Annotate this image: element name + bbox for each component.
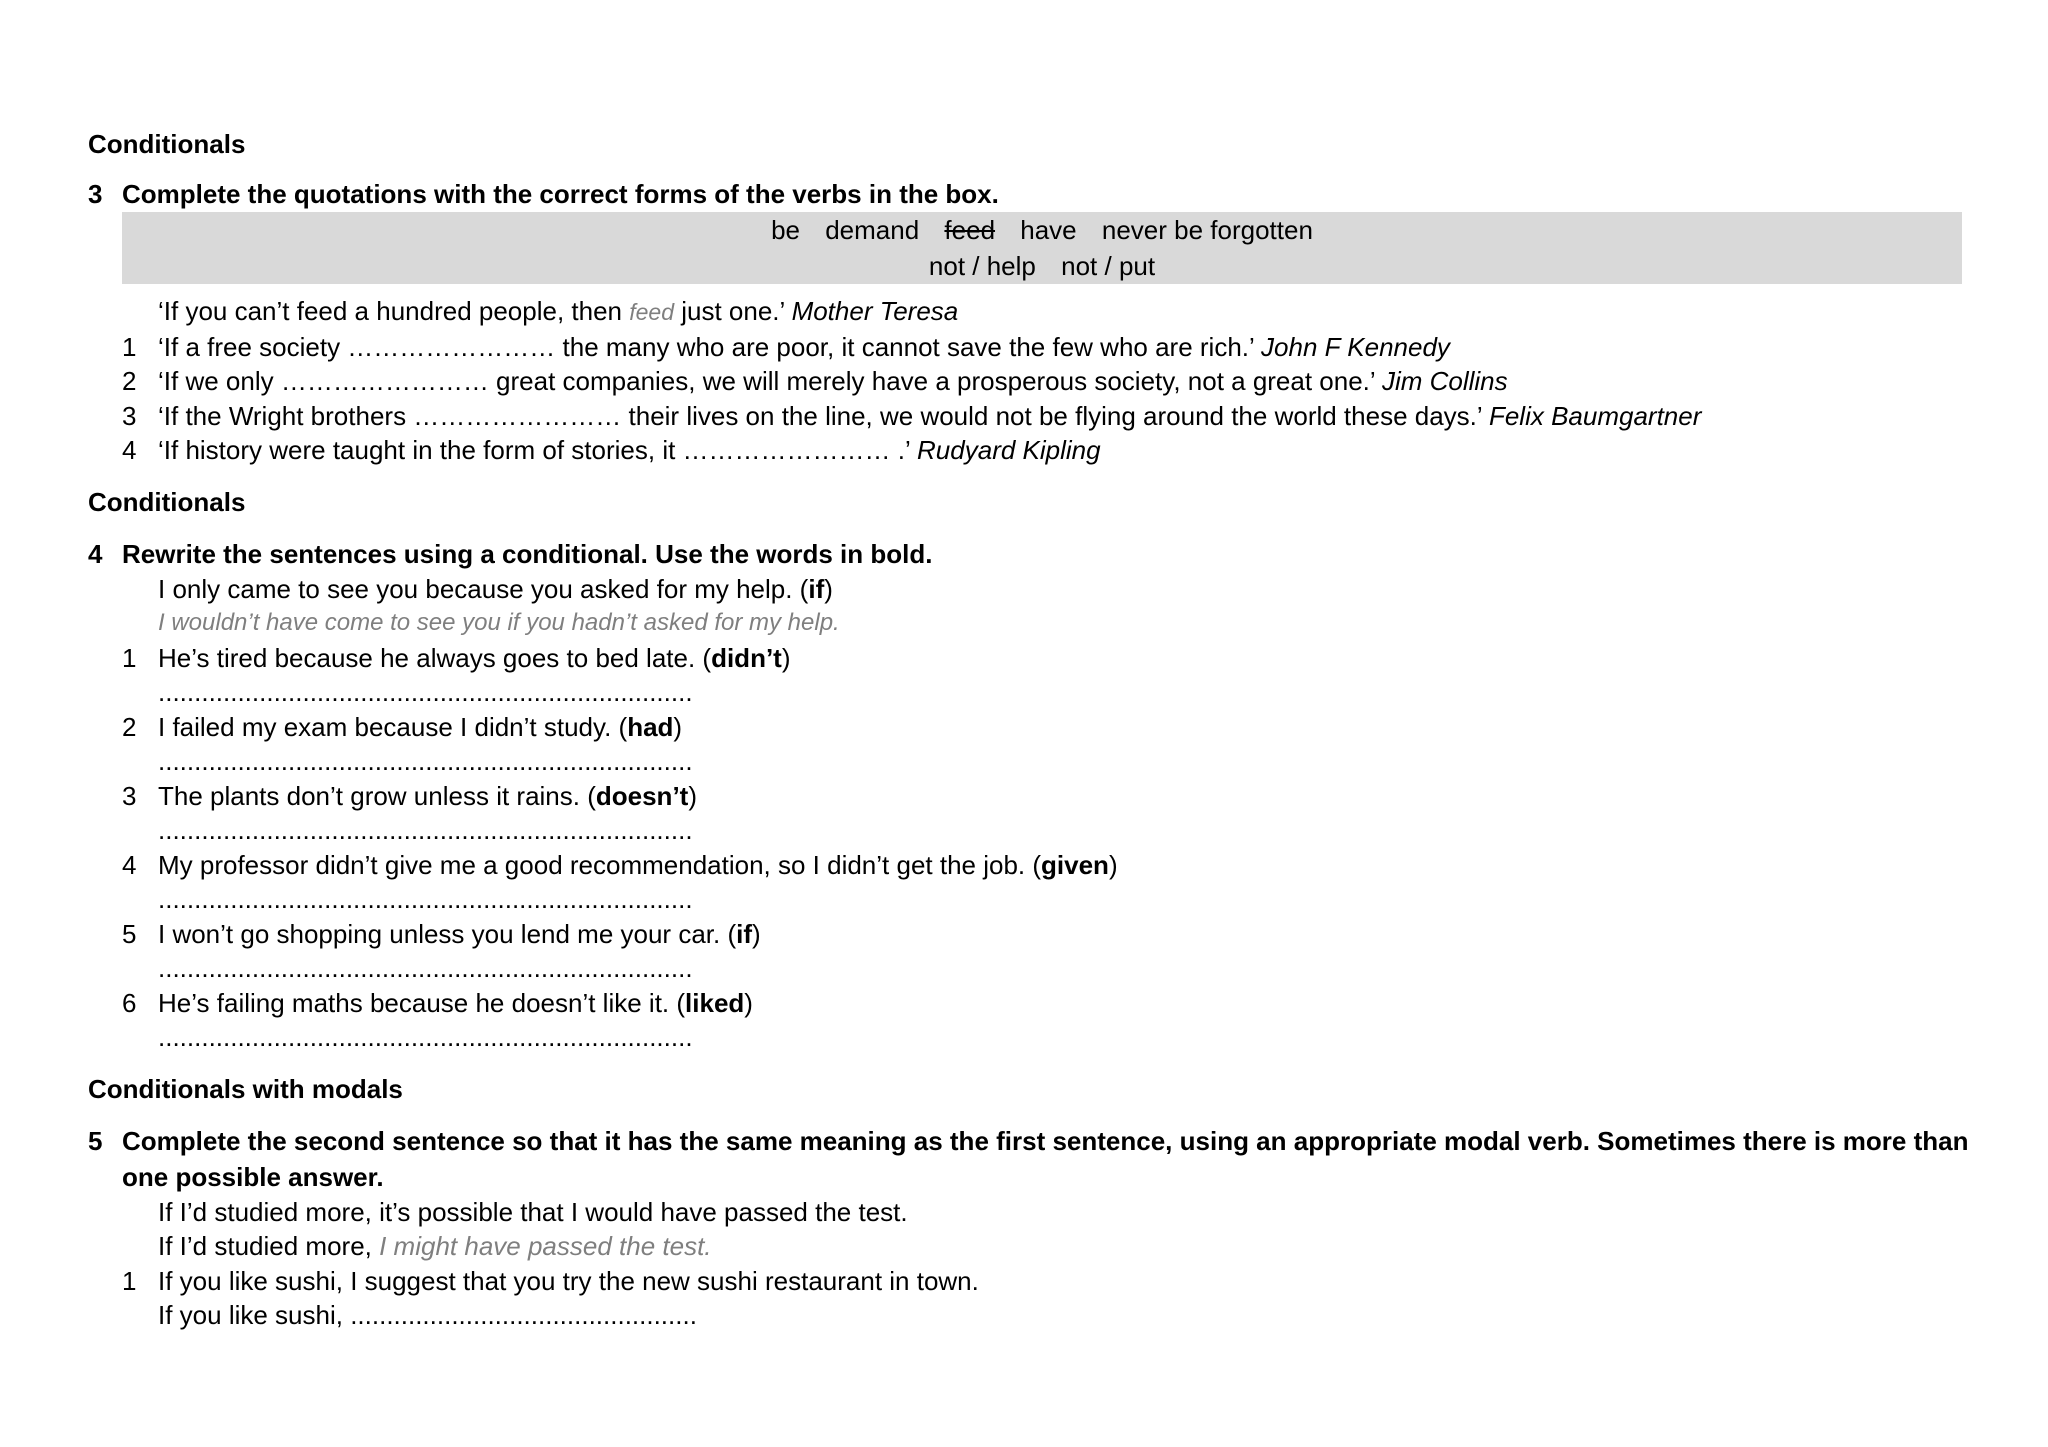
example-answer: I might have passed the test. bbox=[379, 1231, 712, 1261]
answer-line[interactable]: .......................................................................... bbox=[158, 746, 693, 776]
verb-not-put: not / put bbox=[1061, 251, 1156, 281]
example-answer: I wouldn’t have come to see you if you hadn’t asked for my help. bbox=[158, 609, 840, 636]
exercise-instruction: Complete the quotations with the correct forms of the verbs in the box. bbox=[122, 179, 999, 209]
example-answer-line: If I’d studied more, I might have passed the test. bbox=[158, 1231, 712, 1261]
answer-line[interactable]: .......................................................................... bbox=[158, 1022, 693, 1052]
answer-line[interactable]: If you like sushi, ................................................ bbox=[158, 1300, 697, 1330]
worksheet-page bbox=[88, 126, 1988, 1333]
exercise-instruction: Complete the second sentence so that it has the same meaning as the first sentence, using an appropriate modal verb. Sometimes there is more than one possible answer. bbox=[122, 1125, 1969, 1192]
exercise-3-title bbox=[88, 176, 1988, 212]
quote-item: 4 ‘If history were taught in the form of stories, it …………………… .’ Rudyard Kipling bbox=[122, 435, 1101, 465]
rewrite-item: 1 He’s tired because he always goes to bed late. (didn’t) bbox=[122, 642, 791, 673]
exercise-number: 4 bbox=[88, 538, 103, 569]
rewrite-item: 5 I won’t go shopping unless you lend me your car. (if) bbox=[122, 918, 761, 949]
answer-line[interactable]: .......................................................................... bbox=[158, 815, 693, 845]
verb-never-be-forgotten: never be forgotten bbox=[1101, 215, 1313, 245]
verb-have: have bbox=[1020, 215, 1077, 245]
exercise-number: 3 bbox=[88, 179, 103, 209]
verb-demand: demand bbox=[825, 215, 920, 245]
exercise-5-title bbox=[88, 1123, 1988, 1195]
rewrite-item: 3 The plants don’t grow unless it rains. (doesn’t) bbox=[122, 780, 697, 811]
answer-line[interactable]: .......................................................................... bbox=[158, 953, 693, 983]
exercise-instruction: Rewrite the sentences using a conditional. Use the words in bold. bbox=[122, 538, 933, 569]
example-sentence: I only came to see you because you asked for my help. (if) bbox=[158, 573, 833, 604]
verb-not-help: not / help bbox=[928, 251, 1036, 281]
quote-item: 1 ‘If a free society …………………… the many who are poor, it cannot save the few who are rich.’ John F Kennedy bbox=[122, 331, 1450, 362]
modal-item: 1 If you like sushi, I suggest that you try the new sushi restaurant in town. bbox=[122, 1265, 979, 1296]
exercise-number: 5 bbox=[88, 1125, 103, 1156]
quote-item: 3 ‘If the Wright brothers …………………… their lives on the line, we would not be flying around the world these days.’ Felix Baumgartner bbox=[122, 400, 1702, 431]
rewrite-item: 4 My professor didn’t give me a good recommendation, so I didn’t get the job. (given) bbox=[122, 849, 1118, 880]
quote-author: Mother Teresa bbox=[791, 296, 959, 326]
verb-box bbox=[122, 212, 1962, 284]
rewrite-item: 2 I failed my exam because I didn’t study. (had) bbox=[122, 711, 683, 742]
example-sentence: If I’d studied more, it’s possible that I would have passed the test. bbox=[158, 1196, 908, 1227]
rewrite-item: 6 He’s failing maths because he doesn’t like it. (liked) bbox=[122, 987, 753, 1018]
section-heading-conditionals-2: Conditionals bbox=[88, 486, 246, 517]
example-quote: ‘If you can’t feed a hundred people, then feed just one.’ Mother Teresa bbox=[158, 296, 959, 326]
quote-item: 2 ‘If we only …………………… great companies, we will merely have a prosperous society, not a great one.’ Jim Collins bbox=[122, 366, 1508, 396]
section-heading-conditionals-1: Conditionals bbox=[88, 129, 246, 159]
verb-feed-crossed: feed bbox=[944, 215, 996, 245]
verb-be: be bbox=[771, 215, 800, 245]
section-heading-conditionals-modals: Conditionals with modals bbox=[88, 1073, 403, 1104]
exercise-4-title bbox=[88, 536, 1988, 572]
example-answer: feed bbox=[629, 299, 675, 325]
answer-line[interactable]: .......................................................................... bbox=[158, 884, 693, 914]
answer-line[interactable]: .......................................................................... bbox=[158, 677, 693, 707]
